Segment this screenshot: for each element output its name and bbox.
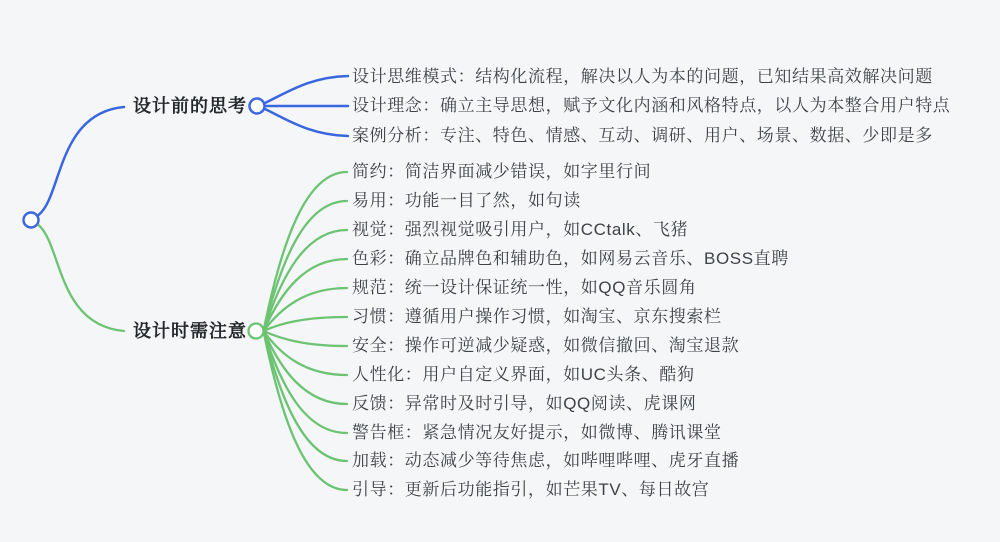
branch2-child-1[interactable]: 易用：功能一目了然，如句读 <box>352 191 581 210</box>
branch2-child-9[interactable]: 警告框：紧急情况友好提示，如微博、腾讯课堂 <box>352 423 722 442</box>
connector-line <box>265 76 348 103</box>
branch1-child-0[interactable]: 设计思维模式：结构化流程，解决以人为本的问题，已知结果高效解决问题 <box>352 67 933 86</box>
connector-line <box>265 109 348 136</box>
connector-line <box>264 331 348 461</box>
branch2-child-4[interactable]: 规范：统一设计保证统一性，如QQ音乐圆角 <box>352 278 697 297</box>
branch2-node-circle[interactable] <box>249 324 264 339</box>
branch2-child-3[interactable]: 色彩：确立品牌色和辅助色，如网易云音乐、BOSS直聘 <box>352 249 789 268</box>
connector-line <box>264 317 348 331</box>
connector-line <box>39 107 125 215</box>
branch2-child-7[interactable]: 人性化：用户自定义界面，如UC头条、酷狗 <box>352 365 695 384</box>
branch-label-during-design[interactable]: 设计时需注意 <box>133 321 247 341</box>
connector-line <box>264 331 348 375</box>
connector-line <box>264 201 348 331</box>
connector-line <box>264 331 348 346</box>
branch2-child-0[interactable]: 简约：简洁界面减少错误，如字里行间 <box>352 162 652 181</box>
branch-label-before-design[interactable]: 设计前的思考 <box>133 96 247 116</box>
branch1-child-2[interactable]: 案例分析：专注、特色、情感、互动、调研、用户、场景、数据、少即是多 <box>352 126 933 145</box>
root-node-circle[interactable] <box>24 213 39 228</box>
branch2-child-11[interactable]: 引导：更新后功能指引，如芒果TV、每日故宫 <box>352 480 710 499</box>
branch2-child-10[interactable]: 加载：动态减少等待焦虑，如哔哩哔哩、虎牙直播 <box>352 451 740 470</box>
branch2-child-5[interactable]: 习惯：遵循用户操作习惯，如淘宝、京东搜索栏 <box>352 307 722 326</box>
branch1-child-1[interactable]: 设计理念：确立主导思想，赋予文化内涵和风格特点，以人为本整合用户特点 <box>352 96 951 115</box>
branch2-child-8[interactable]: 反馈：异常时及时引导，如QQ阅读、虎课网 <box>352 394 697 413</box>
branch1-node-circle[interactable] <box>250 99 265 114</box>
branch2-child-2[interactable]: 视觉：强烈视觉吸引用户，如CCtalk、飞猪 <box>352 220 689 239</box>
connector-line <box>39 225 125 331</box>
branch2-child-6[interactable]: 安全：操作可逆减少疑惑，如微信撤回、淘宝退款 <box>352 336 740 355</box>
